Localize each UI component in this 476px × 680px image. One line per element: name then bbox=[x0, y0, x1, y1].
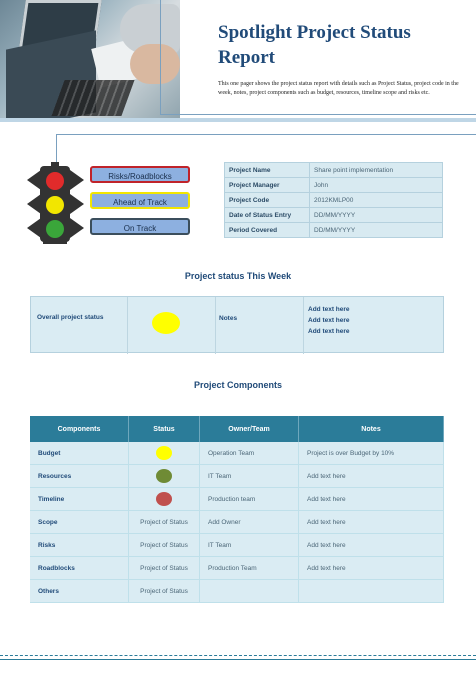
component-name: Timeline bbox=[30, 488, 129, 511]
info-value: Share point implementation bbox=[310, 163, 443, 178]
info-key: Project Code bbox=[225, 193, 310, 208]
overall-status-label: Overall project status bbox=[37, 314, 104, 321]
connector-line-vertical bbox=[56, 134, 57, 164]
info-key: Project Name bbox=[225, 163, 310, 178]
yellow-lamp bbox=[46, 196, 64, 214]
table-row bbox=[30, 580, 444, 603]
column-header: Notes bbox=[299, 416, 444, 442]
table-header-row bbox=[30, 416, 444, 442]
component-owner: Production Team bbox=[200, 557, 299, 580]
component-owner: Add Owner bbox=[200, 511, 299, 534]
page-title: Spotlight Project Status Report bbox=[218, 22, 411, 68]
column-header: Components bbox=[30, 416, 129, 442]
footer-rule bbox=[0, 659, 476, 660]
week-status-panel bbox=[30, 296, 444, 353]
traffic-light-ear bbox=[70, 194, 84, 214]
component-status: Project of Status bbox=[129, 511, 200, 534]
components-table bbox=[30, 416, 444, 603]
project-info-table bbox=[224, 162, 443, 238]
component-name: Risks bbox=[30, 534, 129, 557]
traffic-light-ear bbox=[70, 218, 84, 238]
info-value: DD/MM/YYYY bbox=[310, 223, 443, 238]
components-section-title: Project Components bbox=[193, 380, 282, 390]
component-name: Resources bbox=[30, 465, 129, 488]
info-key: Period Covered bbox=[225, 223, 310, 238]
component-owner: IT Team bbox=[200, 465, 299, 488]
component-notes: Add text here bbox=[299, 488, 444, 511]
component-status bbox=[129, 488, 200, 511]
legend-ahead-of-track: Ahead of Track bbox=[90, 192, 190, 209]
info-value: 2012KMLP00 bbox=[310, 193, 443, 208]
column-header: Owner/Team bbox=[200, 416, 299, 442]
traffic-light-ear bbox=[27, 194, 41, 214]
component-status bbox=[129, 465, 200, 488]
component-status bbox=[129, 442, 200, 465]
component-notes: Project is over Budget by 10% bbox=[299, 442, 444, 465]
table-row bbox=[30, 465, 444, 488]
component-name: Roadblocks bbox=[30, 557, 129, 580]
component-owner: IT Team bbox=[200, 534, 299, 557]
info-row bbox=[225, 208, 443, 223]
info-key: Project Manager bbox=[225, 178, 310, 193]
info-row bbox=[225, 178, 443, 193]
info-key: Date of Status Entry bbox=[225, 208, 310, 223]
info-value: DD/MM/YYYY bbox=[310, 208, 443, 223]
header-divider bbox=[0, 118, 476, 122]
component-notes: Add text here bbox=[299, 534, 444, 557]
info-value: John bbox=[310, 178, 443, 193]
status-indicator bbox=[156, 492, 172, 506]
component-notes: Add text here bbox=[299, 465, 444, 488]
page-description: This one pager shows the project status report with details such as Project Status, project code in the week, notes, project components such as budget, resources, timeline scope and risks etc. bbox=[218, 81, 459, 96]
traffic-light-foot bbox=[43, 240, 67, 244]
table-row bbox=[30, 442, 444, 465]
header-photo bbox=[0, 0, 180, 122]
week-section-title: Project status This Week bbox=[184, 271, 292, 281]
table-row bbox=[30, 557, 444, 580]
legend-risks-roadblocks: Risks/Roadblocks bbox=[90, 166, 190, 183]
component-notes: Add text here bbox=[299, 557, 444, 580]
component-status: Project of Status bbox=[129, 580, 200, 603]
component-notes: Add text here bbox=[299, 511, 444, 534]
table-row bbox=[30, 534, 444, 557]
component-name: Scope bbox=[30, 511, 129, 534]
info-row bbox=[225, 193, 443, 208]
traffic-light-ear bbox=[27, 218, 41, 238]
green-lamp bbox=[46, 220, 64, 238]
red-lamp bbox=[46, 172, 64, 190]
footer-dashed-rule bbox=[0, 655, 476, 656]
component-notes bbox=[299, 580, 444, 603]
component-name: Others bbox=[30, 580, 129, 603]
info-row bbox=[225, 163, 443, 178]
connector-line bbox=[56, 134, 476, 135]
traffic-light-ear bbox=[27, 170, 41, 190]
component-status: Project of Status bbox=[129, 557, 200, 580]
notes-label: Notes bbox=[219, 315, 238, 322]
status-indicator bbox=[156, 446, 172, 460]
traffic-light-ear bbox=[70, 170, 84, 190]
component-name: Budget bbox=[30, 442, 129, 465]
info-row bbox=[225, 223, 443, 238]
column-header: Status bbox=[129, 416, 200, 442]
table-row bbox=[30, 488, 444, 511]
status-indicator bbox=[156, 469, 172, 483]
table-row bbox=[30, 511, 444, 534]
component-status: Project of Status bbox=[129, 534, 200, 557]
component-owner: Production team bbox=[200, 488, 299, 511]
week-note: Add text here bbox=[308, 317, 350, 324]
legend-on-track: On Track bbox=[90, 218, 190, 235]
component-owner bbox=[200, 580, 299, 603]
week-note: Add text here bbox=[308, 306, 350, 313]
component-owner: Operation Team bbox=[200, 442, 299, 465]
week-note: Add text here bbox=[308, 328, 350, 335]
overall-status-indicator bbox=[152, 312, 180, 334]
